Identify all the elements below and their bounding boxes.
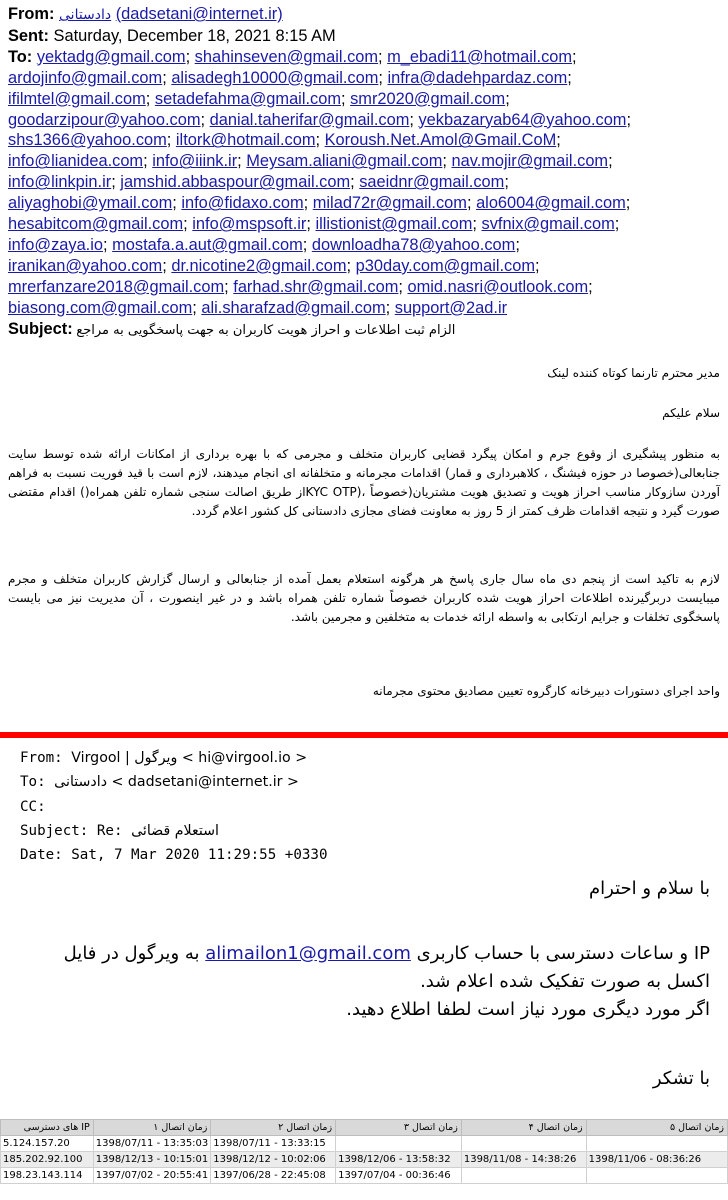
plain-line-3: اگر مورد دیگری مورد نیاز است لطفا اطلاع دهید. [346,999,710,1020]
recipient-email-link[interactable]: farhad.shr@gmail.com [233,277,399,296]
to-line [8,277,720,298]
recipient-separator: ; [515,235,520,254]
recipient-separator: ; [306,215,316,234]
plain-date-row [20,843,328,867]
plain-thanks: با تشکر [652,1068,710,1089]
time-cell [586,1168,727,1184]
time-cell: 1398/12/06 - 13:58:32 [336,1152,462,1168]
recipient-separator: ; [237,152,247,171]
recipient-separator: ; [535,256,540,275]
recipient-separator: ; [504,173,509,192]
recipient-email-link[interactable]: Koroush.Net.Amol@Gmail.CoM [324,131,557,150]
recipient-separator: ; [588,277,593,296]
recipient-email-link[interactable]: goodarzipour@yahoo.com [8,110,201,129]
recipient-email-link[interactable]: mrerfanzare2018@gmail.com [8,277,225,296]
recipient-email-link[interactable]: hesabitcom@gmail.com [8,215,184,234]
to-line [8,151,720,172]
to-label: To: [8,47,33,66]
plain-to-row [20,770,328,794]
access-log-table [0,1119,728,1184]
recipient-email-link[interactable]: support@2ad.ir [394,298,508,317]
to-line [8,89,720,110]
plain-to-label: To: [20,774,46,791]
body-paragraph-1: به منظور پیشگیری از وقوع جرم و امکان پیگرد قضایی کاربران متخلف و مجرمی که با بهره برداری از امکانات ارائه شده توسط سایت جنابعالی(خصوصا در حوزه فیشنگ ، کلاهبرداری و قمار) اقدامات مجرمانه و متخلفانه ای انجام میدهند، لازم است با قید فوریت نسبت به فراهم آوردن سازوکار مناسب احراز هویت و تصدیق هویت مشتریان(خصوصاً ،(KYC OTPاز طریق اصالت سنجی شماره تلفن همراه() اقدام مقتضی صورت گیرد و نتیجه اقدامات ظرف کمتر از 5 روز به معاونت فضای مجازی دادستانی کل کشور اعلام گردد. [8,447,720,518]
plain-from-label: From: [20,750,63,766]
recipient-separator: ; [398,277,408,296]
to-line [8,68,720,89]
plain-greeting: با سلام و احترام [589,878,710,899]
plain-line-2: اکسل به صورت تفکیک شده اعلام شد. [420,971,710,992]
recipient-email-link[interactable]: saeidnr@gmail.com [359,173,505,192]
recipient-separator: ; [224,277,234,296]
recipient-email-link[interactable]: info@zaya.io [8,235,103,254]
recipient-email-link[interactable]: Meysam.aliani@gmail.com [246,152,443,171]
table-header-cell: زمان اتصال ۴ [461,1120,586,1136]
time-cell: 1398/11/08 - 14:38:26 [461,1152,586,1168]
recipient-separator: ; [625,194,631,213]
plain-subject-value: استعلام قضائی [131,822,219,839]
recipient-separator: ; [346,256,356,275]
to-line [8,256,720,277]
recipient-email-link[interactable]: svfnix@gmail.com [481,215,615,234]
recipient-email-link[interactable]: info@iiink.ir [152,152,238,171]
plain-to-value: دادستانی < dadsetani@internet.ir > [54,774,299,791]
plain-cc-label: CC: [20,798,46,815]
recipient-separator: ; [172,194,182,213]
recipient-separator: ; [111,173,121,192]
sent-row [8,26,720,47]
plain-cc-row [20,795,328,819]
recipient-separator: ; [315,131,325,150]
recipient-separator: ; [143,152,153,171]
recipient-email-link[interactable]: smr2020@gmail.com [350,89,506,108]
recipient-email-link[interactable]: illistionist@gmail.com [315,215,473,234]
recipient-email-link[interactable]: alo6004@gmail.com [476,194,626,213]
recipient-email-link[interactable]: milad72r@gmail.com [312,194,467,213]
plain-header [20,746,328,867]
time-cell: 1397/06/28 - 22:45:08 [211,1168,336,1184]
recipient-email-link[interactable]: omid.nasri@outlook.com [407,277,589,296]
plain-subject-prefix: Re: [96,822,123,839]
recipient-separator: ; [556,131,561,150]
recipient-email-link[interactable]: info@fidaxo.com [181,194,304,213]
time-cell: 1397/07/04 - 00:36:46 [336,1168,462,1184]
recipient-email-link[interactable]: yekbazaryab64@yahoo.com [418,110,627,129]
table-header-cell: زمان اتصال ۵ [586,1120,727,1136]
recipient-separator: ; [442,152,452,171]
time-cell: 1398/07/11 - 13:33:15 [211,1136,336,1152]
table-header-cell: IP های دسترسی [1,1120,94,1136]
recipient-separator: ; [385,298,395,317]
to-line [8,47,720,68]
sent-label: Sent: [8,26,49,45]
recipient-separator: ; [340,89,351,108]
plain-from-value: Virgool | ویرگول < hi@virgool.io > [71,750,308,766]
recipient-email-link[interactable]: iltork@hotmail.com [175,131,316,150]
body-paragraph-2: لازم به تاکید است از پنجم دی ماه سال جاری پاسخ هر هرگونه استعلام بعمل آمده از جنابعالی و ارسال گزارش کاربران متخلف و مجرم میبایست دربرگیرنده اطلاعات احراز هویت شده کاربران خصوصاً شماره تلفن همراه باشد و در غیر اینصورت ، آن مدیریت نیز می بایست پاسخگوی تخلفات و جرایم ارتکابی به واسطه ارائه خدمات به متخلفین و مجرمین باشد. [8,572,720,624]
plain-line-1-start: IP و ساعات دسترسی با حساب کاربری [416,943,710,964]
recipient-separator: ; [614,215,620,234]
to-recipients [8,47,720,319]
time-cell: 1398/12/13 - 10:15:01 [93,1152,211,1168]
from-row [8,4,720,26]
recipient-email-link[interactable]: aliyaghobi@ymail.com [8,194,173,213]
table-header-cell: زمان اتصال ۲ [211,1120,336,1136]
recipient-email-link[interactable]: infra@dadehpardaz.com [387,68,568,87]
from-label: From: [8,5,55,23]
recipient-separator: ; [162,68,172,87]
from-email[interactable]: (dadsetani@internet.ir) [115,5,283,23]
plain-subject-label: Subject: [20,822,89,839]
ip-cell: 185.202.92.100 [1,1152,94,1168]
recipient-email-link[interactable]: info@mspsoft.ir [192,215,307,234]
recipient-email-link[interactable]: ali.sharafzad@gmail.com [201,298,386,317]
table-header-cell: زمان اتصال ۳ [336,1120,462,1136]
recipient-separator: ; [567,68,572,87]
plain-date-label: Date: [20,847,63,864]
body-signature: واحد اجرای دستورات دبیرخانه کارگروه تعیین مصادیق محتوی مجرمانه [372,684,720,698]
recipient-separator: ; [166,131,176,150]
recipient-email-link[interactable]: mostafa.a.aut@gmail.com [112,235,303,254]
time-cell: 1398/07/11 - 13:35:03 [93,1136,211,1152]
recipient-separator: ; [350,173,360,192]
plain-body-text [18,940,710,1024]
to-line [8,193,720,214]
email-header [0,0,728,342]
plain-date-value: Sat, 7 Mar 2020 11:29:55 +0330 [71,847,328,864]
recipient-separator: ; [626,110,632,129]
recipient-separator: ; [466,194,477,213]
recipient-separator: ; [145,89,155,108]
subject-value: الزام ثبت اطلاعات و احراز هویت کاربران به جهت پاسخگویی به مراجع [76,322,456,338]
recipient-email-link[interactable]: ifilmtel@gmail.com [8,89,146,108]
from-name[interactable]: دادستانی [59,7,112,23]
recipient-separator: ; [608,152,613,171]
recipient-email-link[interactable]: biasong.com@gmail.com [8,298,193,317]
time-cell: 1397/07/02 - 20:55:41 [93,1168,211,1184]
recipient-email-link[interactable]: m_ebadi11@hotmail.com [387,47,573,66]
recipient-email-link[interactable]: info@lianidea.com [8,152,144,171]
time-cell [461,1168,586,1184]
to-line [8,130,720,151]
recipient-email-link[interactable]: nav.mojir@gmail.com [451,152,609,171]
recipient-email-link[interactable]: iranikan@yahoo.com [8,256,163,275]
recipient-separator: ; [572,47,577,66]
account-email-link[interactable]: alimailon1@gmail.com [205,943,411,964]
recipient-separator: ; [472,215,482,234]
to-line [8,172,720,193]
table-row [1,1152,728,1168]
recipient-email-link[interactable]: setadefahma@gmail.com [154,89,341,108]
plain-from-row [20,746,328,770]
time-cell [586,1136,727,1152]
recipient-separator: ; [162,256,172,275]
recipient-email-link[interactable]: dr.nicotine2@gmail.com [171,256,347,275]
recipient-email-link[interactable]: info@linkpin.ir [8,173,112,192]
time-cell [461,1136,586,1152]
table-row [1,1136,728,1152]
time-cell: 1398/12/12 - 10:02:06 [211,1152,336,1168]
body-salam: سلام علیکم [662,406,720,420]
table-header-cell: زمان اتصال ۱ [93,1120,211,1136]
sent-value: Saturday, December 18, 2021 8:15 AM [53,26,336,45]
recipient-separator: ; [103,235,113,254]
recipient-separator: ; [378,68,388,87]
recipient-separator: ; [303,194,313,213]
recipient-separator: ; [505,89,510,108]
recipient-separator: ; [192,298,202,317]
recipient-email-link[interactable]: p30day.com@gmail.com [355,256,536,275]
to-line [8,298,720,319]
plain-line-1 [18,940,710,968]
recipient-email-link[interactable]: alisadegh10000@gmail.com [171,68,379,87]
recipient-email-link[interactable]: ardojinfo@gmail.com [8,68,163,87]
recipient-separator: ; [378,47,388,66]
recipient-separator: ; [183,215,193,234]
recipient-separator: ; [302,235,312,254]
recipient-separator: ; [409,110,419,129]
to-line [8,235,720,256]
to-line [8,110,720,131]
plain-line-1-end: به ویرگول در فایل [63,943,200,964]
table-header-row [1,1120,728,1136]
recipient-email-link[interactable]: yektadg@gmail.com [36,47,186,66]
ip-cell: 5.124.157.20 [1,1136,94,1152]
table-row [1,1168,728,1184]
recipient-email-link[interactable]: shs1366@yahoo.com [8,131,167,150]
recipient-separator: ; [200,110,210,129]
table-body [1,1136,728,1184]
time-cell [336,1136,462,1152]
time-cell: 1398/11/06 - 08:36:26 [586,1152,727,1168]
ip-cell: 198.23.143.114 [1,1168,94,1184]
body-greeting: مدیر محترم تارنما کوتاه کننده لینک [547,366,720,380]
subject-label: Subject: [8,319,73,338]
recipient-email-link[interactable]: danial.taherifar@gmail.com [209,110,410,129]
recipient-email-link[interactable]: shahinseven@gmail.com [194,47,379,66]
recipient-separator: ; [185,47,195,66]
plain-subject-row [20,819,328,843]
subject-row [8,319,720,342]
recipient-email-link[interactable]: downloadha78@yahoo.com [311,235,516,254]
recipient-email-link[interactable]: jamshid.abbaspour@gmail.com [120,173,351,192]
to-line [8,214,720,235]
